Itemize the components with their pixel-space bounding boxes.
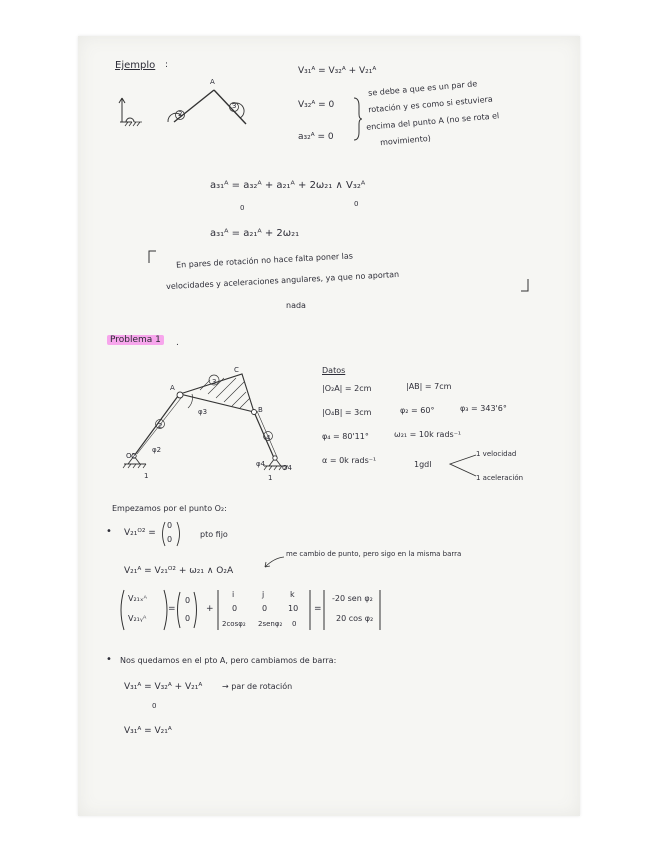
problem-title-dot: . <box>176 338 179 348</box>
data-title: Datos <box>322 366 346 375</box>
work-arrow-note: me cambio de punto, pero sigo en la misma barra <box>286 550 462 558</box>
note-arrow <box>262 554 286 570</box>
diagram-label-c: C <box>234 366 239 374</box>
example-colon: : <box>165 60 169 70</box>
data-one-acceleration: 1 aceleración <box>476 474 524 482</box>
diagram-label-phi3: φ3 <box>198 408 208 416</box>
work-start-text: Empezamos por el punto O₂: <box>112 504 227 513</box>
example-zero-mark-1: 0 <box>240 204 245 212</box>
diagram-label-n3: 3 <box>212 378 217 386</box>
example-eq-a32: a₃₂ᴬ = 0 <box>298 132 334 142</box>
data-alpha: α = 0k rads⁻¹ <box>322 456 377 465</box>
example-note-line-3: encima del punto A (no se rota el <box>365 111 500 132</box>
diagram-label-a: A <box>170 384 175 392</box>
example-mechanism-diagram <box>118 82 258 142</box>
example-remark-line-1: En pares de rotación no hace falta poner las <box>175 251 354 270</box>
work-v31-eq: V₃₁ᴬ = V₃₂ᴬ + V₂₁ᴬ <box>124 682 203 692</box>
work-stay-text: Nos quedamos en el pto A, pero cambiamos de barra: <box>120 656 337 665</box>
bullet-1: • <box>106 526 112 537</box>
remark-bracket-right <box>520 278 530 292</box>
data-one-velocity: 1 velocidad <box>476 450 517 458</box>
diagram-label-n4: 4 <box>266 434 271 442</box>
example-eq-velocity: V₃₁ᴬ = V₃₂ᴬ + V₂₁ᴬ <box>298 66 377 76</box>
diagram-label-phi4: φ4 <box>256 460 266 468</box>
remark-bracket-left <box>148 250 158 264</box>
bullet-2: • <box>106 654 112 665</box>
problem-title: Problema 1 <box>107 335 164 345</box>
example-brace <box>352 96 362 142</box>
example-accel-eq: a₃₁ᴬ = a₃₂ᴬ + a₂₁ᴬ + 2ω₂₁ ∧ V₃₂ᴬ <box>210 180 366 191</box>
example-link-3: 3 <box>232 102 237 110</box>
matrix-equals-2: = <box>314 604 322 614</box>
work-final-eq: V₃₁ᴬ = V₂₁ᴬ <box>124 726 172 736</box>
matrix-equals-1: = <box>168 604 176 614</box>
diagram-label-b: B <box>258 406 263 414</box>
matrix-zero-bottom: 0 <box>185 614 191 623</box>
data-gdl: 1gdl <box>414 460 432 469</box>
det-r3-3: 0 <box>292 620 297 628</box>
work-v-a-eq: V₂₁ᴬ = V₂₁ᴼ² + ω₂₁ ∧ O₂A <box>124 566 234 576</box>
matrix-zero-top: 0 <box>185 596 191 605</box>
work-zero-2: 0 <box>152 702 157 710</box>
diagram-label-n1b: 1 <box>268 474 273 482</box>
data-o4b: |O₄B| = 3cm <box>322 408 372 417</box>
example-note-line-4: movimiento) <box>379 133 432 148</box>
example-title: Ejemplo <box>115 60 156 71</box>
data-ab: |AB| = 7cm <box>406 382 452 391</box>
matrix-left-bottom: V₂₁ᵧᴬ <box>128 614 147 623</box>
det-j: j <box>262 590 265 599</box>
det-r2-1: 0 <box>232 604 238 613</box>
example-point-a: A <box>210 78 215 86</box>
det-r2-3: 10 <box>288 604 299 613</box>
work-pair-note: → par de rotación <box>222 682 293 691</box>
example-note-line-2: rotación y es como si estuviera <box>367 94 494 115</box>
det-k: k <box>290 590 295 599</box>
work-v-o2-y: 0 <box>167 535 173 544</box>
gdl-branch-lines <box>448 452 478 478</box>
example-note-line-1: se debe a que es un par de <box>367 79 478 98</box>
diagram-label-n2: 2 <box>158 422 163 430</box>
det-i: i <box>232 590 235 599</box>
matrix-plus: + <box>206 604 214 614</box>
diagram-label-o2: O2 <box>126 452 136 460</box>
work-v-o2-x: 0 <box>167 521 173 530</box>
matrix-left-top: V₂₁ₓᴬ <box>128 594 147 603</box>
example-link-2: 2 <box>178 110 183 118</box>
work-fixed-point: pto fijo <box>200 530 228 539</box>
result-top: -20 sen φ₂ <box>332 594 373 603</box>
data-o2a: |O₂A| = 2cm <box>322 384 372 393</box>
example-eq-v32: V₃₂ᴬ = 0 <box>298 100 335 110</box>
data-omega21: ω₂₁ = 10k rads⁻¹ <box>394 430 462 439</box>
example-accel-eq2: a₃₁ᴬ = a₂₁ᴬ + 2ω₂₁ <box>210 228 300 239</box>
diagram-label-o4: O4 <box>282 464 292 472</box>
result-bottom: 20 cos φ₂ <box>336 614 374 623</box>
diagram-label-phi2: φ2 <box>152 446 162 454</box>
det-r2-2: 0 <box>262 604 268 613</box>
example-zero-mark-2: 0 <box>354 200 359 208</box>
example-remark-line-3: nada <box>286 301 306 310</box>
data-phi2: φ₂ = 60° <box>400 406 435 415</box>
work-v-o2: V₂₁ᴼ² = <box>124 528 156 538</box>
det-r3-1: 2cosφ₂ <box>222 620 246 628</box>
det-r3-2: 2senφ₂ <box>258 620 283 628</box>
diagram-label-n1: 1 <box>144 472 149 480</box>
data-phi4: φ₄ = 80'11° <box>322 432 369 441</box>
data-phi3: φ₃ = 343'6° <box>460 404 507 413</box>
example-remark-line-2: velocidades y aceleraciones angulares, ya que no aportan <box>165 269 400 292</box>
